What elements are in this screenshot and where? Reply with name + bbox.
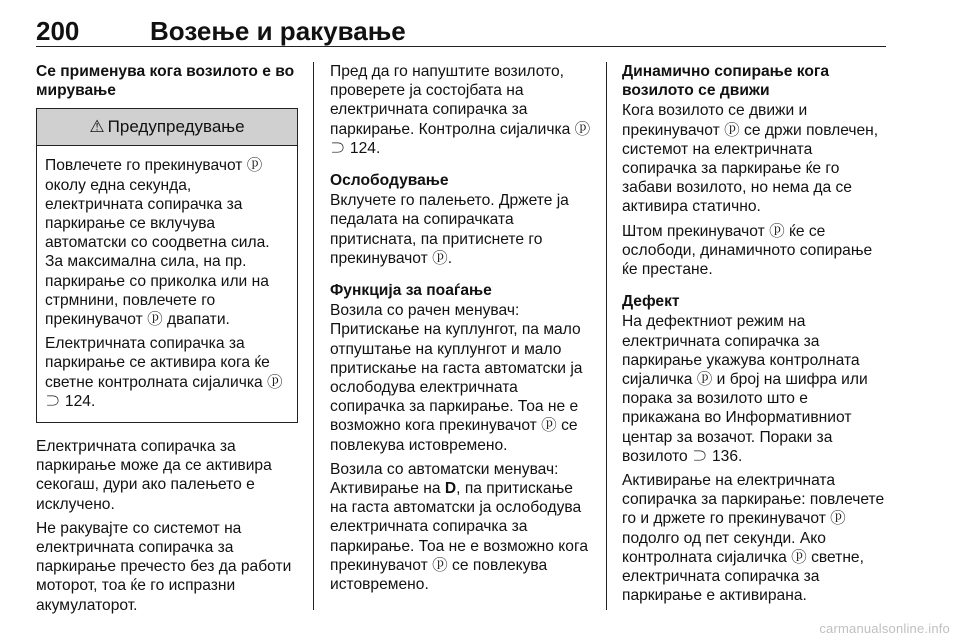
section-heading: Дефект bbox=[622, 293, 680, 311]
warning-triangle-icon: ⚠ bbox=[89, 117, 105, 137]
warning-header bbox=[37, 109, 297, 146]
paragraph: Возила со автоматски менувач: Активирање на D, па притискање на гаста автоматски ја ослободува електричната сопирачка за паркирање. Тоа не е возможно кога прекинувачот ⓟ се повлекува истовремено. bbox=[330, 460, 588, 594]
paragraph: На дефектниот режим на електричната сопирачка за паркирање укажува контролната сијаличка ⓟ и број на шифра или порака за возилото што е прикажана во Информативниот центар за возачот. Пораки за возилото ⊃ 136. bbox=[622, 313, 868, 465]
column-divider bbox=[606, 62, 607, 610]
section-heading: Ослободување bbox=[330, 172, 449, 190]
paragraph: Пред да го напуштите возилото, проверете ја состојбата на електричната сопирачка за паркирање. Контролна сијаличка ⓟ ⊃ 124. bbox=[330, 63, 591, 157]
page-header bbox=[36, 12, 886, 47]
warning-title: Предупредување bbox=[107, 117, 245, 137]
section-heading: Се применува кога возилото е во мирување bbox=[36, 63, 295, 100]
section-heading: Функција за поаѓање bbox=[330, 282, 492, 300]
paragraph: Кога возилото се движи и прекинувачот ⓟ се држи повлечен, системот на електричната сопирачка за паркирање ќе го забави возилото, но нема да се активира статично. bbox=[622, 102, 879, 216]
paragraph: Вклучете го палењето. Држете ја педалата на сопирачката притисната, па притиснете го прекинувачот ⓟ. bbox=[330, 192, 569, 267]
paragraph: Не ракувајте со системот на електричната сопирачка за паркирање пречесто без да работи моторот, тоа ќе го испразни акумулаторот. bbox=[36, 519, 292, 614]
paragraph: Електричната сопирачка за паркирање може да се активира секогаш, дури ако палењето е исклучено. bbox=[36, 438, 272, 513]
warning-body bbox=[37, 146, 297, 422]
section-heading: Динамично сопирање кога возилото се движи bbox=[622, 63, 830, 100]
paragraph: Штом прекинувачот ⓟ ќе се ослободи, динамичното сопирање ќе престане. bbox=[622, 222, 873, 279]
warning-paragraph: Повлечете го прекинувачот ⓟ околу една секунда, електричната сопирачка за паркирање се вклучува автоматски со соодветна сила. За максимална сила, на пр. паркирање со приколка или на стрмнини, повлечете го прекинувачот ⓟ двапати. bbox=[45, 157, 270, 329]
chapter-title: Возење и ракување bbox=[150, 16, 406, 46]
warning-paragraph: Електричната сопирачка за паркирање се активира кога ќе светне контролната сијаличка ⓟ ⊃ 124. bbox=[45, 335, 283, 410]
warning-box bbox=[36, 108, 298, 423]
column-divider bbox=[313, 62, 314, 610]
column-2 bbox=[330, 62, 592, 599]
column-1 bbox=[36, 62, 298, 620]
paragraph: Активирање на електричната сопирачка за паркирање: повлечете го и држете го прекинувачот ⓟ подолго од пет секунди. Ако контролната сијаличка ⓟ светне, електричната сопирачка за паркирање е активирана. bbox=[622, 472, 885, 605]
page-number: 200 bbox=[36, 16, 80, 46]
column-3 bbox=[622, 62, 888, 610]
watermark-logo: carmanualsonline.info bbox=[819, 621, 950, 636]
paragraph: Возила со рачен менувач: Притискање на куплунгот, па мало отпуштање на куплунгот и мало притискање на гаста автоматски ја ослободува електричната сопирачка за паркирање. Тоа не е возможно кога прекинувачот ⓟ се повлекува истовремено. bbox=[330, 302, 583, 454]
